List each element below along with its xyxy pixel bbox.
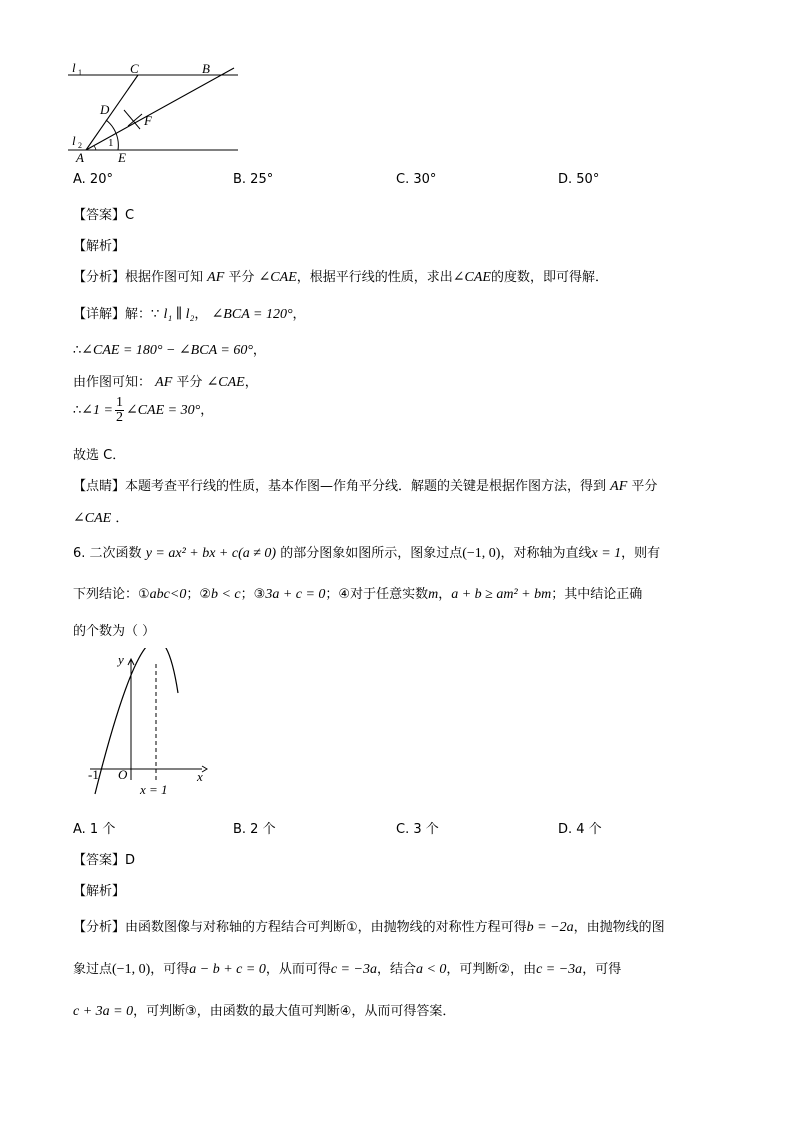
dianjing-tag: 【点睛】 [73, 479, 126, 494]
step2-text-2: 平分 [176, 375, 203, 390]
math-angle-1: ∠1 = [81, 403, 113, 418]
q5-choose: 故选 C． [73, 448, 126, 463]
fraction-half [115, 396, 124, 425]
q6-stem-text-3: ，对称轴为直线 [500, 546, 592, 561]
label-A: A [76, 150, 84, 165]
q5-xiangjie [73, 303, 306, 323]
math-a-minus-b: a − b + c = 0 [189, 962, 266, 977]
math-b-lt-c: b < c [210, 587, 241, 602]
step3-pre: ∴ [73, 403, 82, 418]
q5-option-b: B. 25° [233, 172, 274, 187]
math-point: (−1, 0) [462, 546, 501, 561]
q6-stem2-text-4: ；④对于任意实数 [325, 587, 429, 602]
fenxi-text-4: 的度数，即可得解． [490, 270, 608, 285]
q6-fenxi3-text-1: ，可判断③，由函数的最大值可判断④，从而可得答案． [133, 1004, 456, 1019]
q6-fenxi-line1 [73, 916, 665, 936]
q5-dianjing-cont [73, 507, 128, 527]
q6-stem2-text-5: ， [438, 587, 452, 602]
math-angle-CAE: ∠CAE [258, 270, 297, 285]
q6-fenxi2-text-2: ，可得 [150, 962, 190, 977]
parabola-curve [95, 648, 178, 794]
label-one: 1 [108, 137, 114, 149]
q5-fenxi [73, 266, 608, 286]
math-angle-CAE-4: ∠CAE [73, 511, 112, 526]
q6-stem-text-2: 的部分图象如图所示，图象过点 [280, 546, 463, 561]
q6-fenxi-text-2: ，由抛物线的图 [573, 920, 665, 935]
step1-pre: ∴ [73, 343, 82, 358]
math-eq-30: ∠CAE = 30° [125, 403, 201, 418]
arc-mark-1 [124, 110, 140, 129]
dianjing-text-2: 平分 [631, 479, 658, 494]
step2-text-1: 由作图可知： [73, 375, 152, 390]
dianjing-text-1: 本题考查平行线的性质，基本作图—作角平分线．解题的关键是根据作图方法，得到 [125, 479, 607, 494]
math-c-eq-neg3a: c = −3a [330, 962, 377, 977]
math-AF-3: AF [610, 479, 628, 494]
math-angle-CAE-2: ∠CAE [452, 270, 491, 285]
label-neg1: -1 [88, 767, 99, 782]
q6-option-a: A. 1 个 [73, 822, 116, 837]
label-l1-sub: 1 [78, 68, 82, 77]
q5-step1 [73, 339, 266, 359]
math-bca-120: ∠BCA = 120° [211, 307, 293, 322]
q6-stem-text-1: 6. 二次函数 [73, 546, 142, 561]
q6-fenxi2-text-6: ，可得 [582, 962, 622, 977]
math-c-eq-neg3a-2: c = −3a [536, 962, 583, 977]
fraction-numerator: 1 [115, 395, 123, 410]
q6-stem2-text-2: ；② [186, 587, 211, 602]
label-x-eq-1: x = 1 [140, 782, 168, 797]
q5-answer: 【答案】C [73, 208, 135, 223]
math-cae-eq: ∠CAE = 180° − ∠BCA = 60° [81, 343, 253, 358]
fenxi-text-1: 根据作图可知 [125, 270, 204, 285]
q5-step3 [73, 396, 213, 425]
label-origin: O [118, 767, 128, 782]
q6-fenxi-tag: 【分析】 [73, 920, 126, 935]
q6-stem2-text-1: 下列结论：① [73, 587, 150, 602]
label-B: B [202, 61, 210, 76]
math-m: m [428, 587, 439, 602]
step2-text-3: ， [244, 375, 258, 390]
fenxi-text-3: ，根据平行线的性质，求出 [296, 270, 453, 285]
math-inequality: a + b ≥ am² + bm [451, 587, 552, 602]
q6-option-d: D. 4 个 [558, 822, 602, 837]
angle-1-arc [94, 146, 96, 150]
math-axis-x1: x = 1 [591, 546, 622, 561]
q6-stem-line2 [73, 583, 642, 603]
q6-option-c: C. 3 个 [396, 822, 439, 837]
q5-analysis-label: 【解析】 [73, 239, 126, 254]
label-F: F [144, 113, 152, 128]
q6-option-b: B. 2 个 [233, 822, 276, 837]
q5-option-d: D. 50° [558, 172, 600, 187]
q6-answer: 【答案】D [73, 853, 136, 868]
label-C: C [130, 61, 139, 76]
q6-stem-line3: 的个数为（ ） [73, 624, 156, 639]
fenxi-tag: 【分析】 [73, 270, 126, 285]
math-quadratic: y = ax² + bx + c(a ≠ 0) [145, 546, 277, 561]
q6-stem2-text-3: ；③ [240, 587, 266, 602]
q6-analysis-label: 【解析】 [73, 884, 126, 899]
q5-dianjing [73, 475, 657, 495]
q6-fenxi2-text-5: ，可判断②，由 [446, 962, 537, 977]
label-l2: l [72, 133, 76, 148]
xiangjie-tag: 【详解】 [73, 307, 126, 322]
fenxi-text-2: 平分 [228, 270, 255, 285]
label-D: D [100, 102, 110, 117]
label-y: y [118, 652, 124, 667]
q6-fenxi-line2 [73, 958, 621, 978]
figure-parabola [84, 648, 214, 800]
math-l1-parallel-l2: l₁ ∥ l₂ [163, 307, 195, 322]
q6-stem2-text-6: ；其中结论正确 [551, 587, 643, 602]
label-l2-sub: 2 [78, 141, 82, 150]
q5-option-a: A. 20° [73, 172, 113, 187]
math-a-lt-0: a < 0 [415, 962, 447, 977]
math-b-eq-neg2a: b = −2a [526, 920, 574, 935]
q5-step2 [73, 371, 258, 391]
fraction-denominator: 2 [115, 410, 123, 425]
q6-stem-text-4: ，则有 [621, 546, 661, 561]
dianjing-text-3: ． [115, 511, 129, 526]
label-E: E [118, 150, 126, 165]
math-angle-CAE-3: ∠CAE [206, 375, 245, 390]
label-l1: l [72, 60, 76, 75]
math-point-2: (−1, 0) [112, 962, 151, 977]
step3-post: ， [200, 403, 214, 418]
xiangjie-text-3: ， [292, 307, 306, 322]
math-3a-plus-c: 3a + c = 0 [265, 587, 326, 602]
q6-fenxi2-text-1: 象过点 [73, 962, 113, 977]
math-AF-2: AF [155, 375, 173, 390]
math-abc: abc<0 [149, 587, 187, 602]
q6-fenxi2-text-3: ，从而可得 [265, 962, 331, 977]
q6-fenxi2-text-4: ，结合 [376, 962, 416, 977]
xiangjie-text-2: ， [194, 307, 208, 322]
math-AF: AF [207, 270, 225, 285]
step1-post: ， [252, 343, 266, 358]
q6-stem-line1 [73, 542, 660, 562]
xiangjie-text-1: 解：∵ [125, 307, 160, 322]
figure-parallel-lines [66, 58, 246, 168]
math-c-plus-3a: c + 3a = 0 [73, 1004, 134, 1019]
q6-fenxi-line3 [73, 1000, 455, 1020]
q5-option-c: C. 30° [396, 172, 437, 187]
q6-fenxi-text-1: 由函数图像与对称轴的方程结合可判断①，由抛物线的对称性方程可得 [125, 920, 527, 935]
label-x: x [197, 769, 203, 784]
